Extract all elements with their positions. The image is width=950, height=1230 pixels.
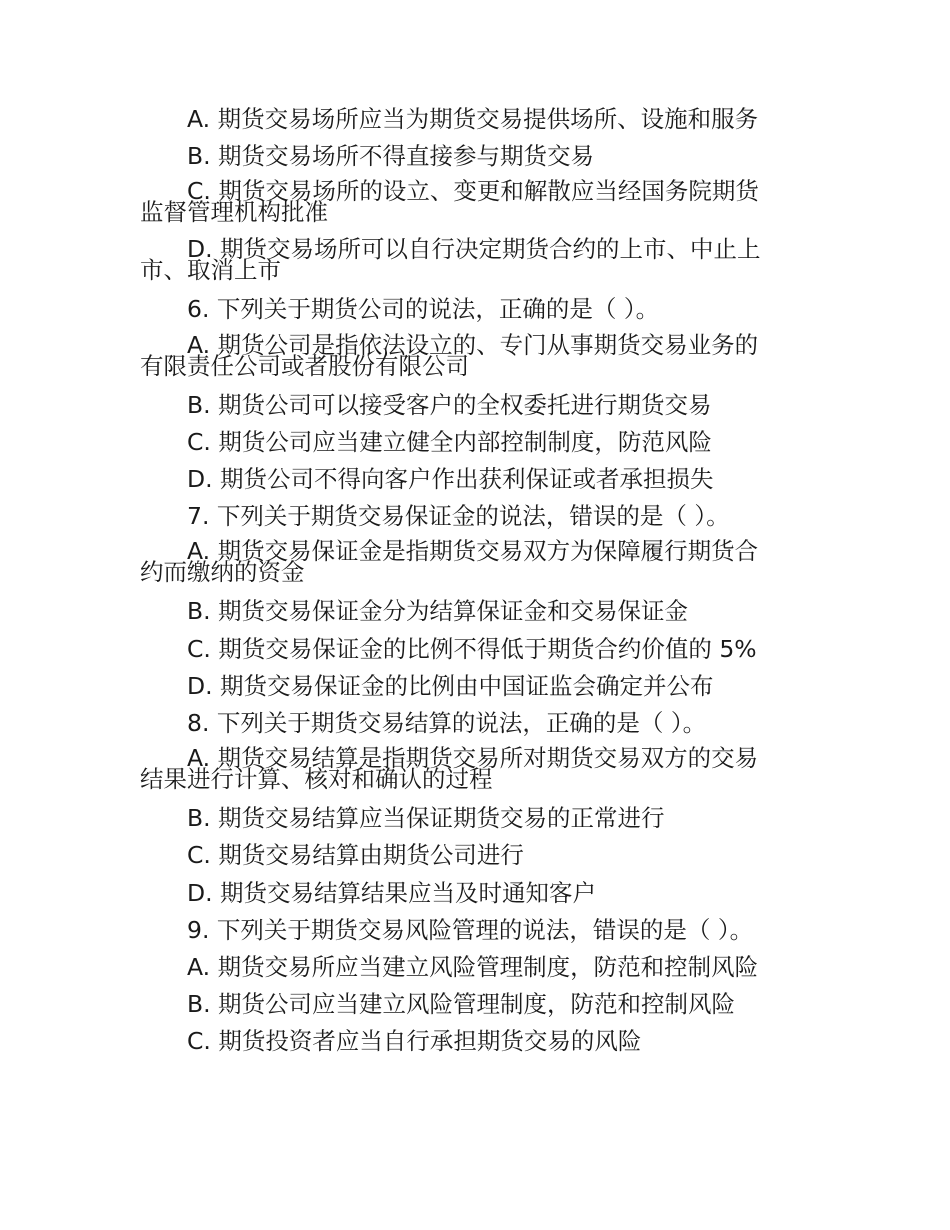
question-8: 8. 下列关于期货交易结算的说法，正确的是（ ）。	[187, 709, 707, 738]
option-d-line	[140, 233, 792, 291]
q6-option-d: D. 期货公司不得向客户作出获利保证或者承担损失	[187, 465, 714, 494]
question-9: 9. 下列关于期货交易风险管理的说法，错误的是（ ）。	[187, 915, 754, 944]
q9-option-a: A. 期货交易所应当建立风险管理制度，防范和控制风险	[187, 953, 759, 982]
q7-option-b: B. 期货交易保证金分为结算保证金和交易保证金	[187, 597, 689, 626]
option-c-continuation: 监督管理机构批准	[140, 198, 328, 227]
q7-option-a-text: A. 期货交易保证金是指期货交易双方为保障履行期货合	[187, 537, 759, 566]
option-b-line: B. 期货交易场所不得直接参与期货交易	[187, 142, 595, 171]
q9-option-b: B. 期货公司应当建立风险管理制度，防范和控制风险	[187, 990, 736, 1019]
option-c-text: C. 期货交易场所的设立、变更和解散应当经国务院期货	[187, 177, 759, 206]
option-c-line	[140, 175, 792, 233]
q9-option-c: C. 期货投资者应当自行承担期货交易的风险	[187, 1027, 642, 1056]
q8-option-a-continuation: 结果进行计算、核对和确认的过程	[140, 765, 493, 794]
q7-option-d: D. 期货交易保证金的比例由中国证监会确定并公布	[187, 671, 714, 700]
question-6: 6. 下列关于期货公司的说法，正确的是（ ）。	[187, 295, 660, 324]
question-text-block	[140, 101, 792, 1061]
q8-option-c: C. 期货交易结算由期货公司进行	[187, 841, 524, 870]
q7-option-c: C. 期货交易保证金的比例不得低于期货合约价值的 5%	[187, 634, 757, 663]
q7-option-a-line	[140, 535, 792, 593]
option-a-line: A. 期货交易场所应当为期货交易提供场所、设施和服务	[187, 105, 759, 133]
q6-option-a-continuation: 有限责任公司或者股份有限公司	[140, 351, 469, 380]
option-d-text: D. 期货交易场所可以自行决定期货合约的上市、中止上	[187, 235, 761, 264]
q8-option-d: D. 期货交易结算结果应当及时通知客户	[187, 878, 597, 907]
option-d-continuation: 市、取消上市	[140, 256, 281, 285]
q8-option-b: B. 期货交易结算应当保证期货交易的正常进行	[187, 804, 665, 833]
q6-option-a-text: A. 期货公司是指依法设立的、专门从事期货交易业务的	[187, 330, 759, 359]
q6-option-c: C. 期货公司应当建立健全内部控制制度，防范风险	[187, 427, 712, 456]
q6-option-a-line	[140, 329, 792, 387]
q8-option-a-text: A. 期货交易结算是指期货交易所对期货交易双方的交易	[187, 744, 759, 773]
question-7: 7. 下列关于期货交易保证金的说法，错误的是（ ）。	[187, 502, 730, 531]
q7-option-a-continuation: 约而缴纳的资金	[140, 558, 305, 587]
q8-option-a-line	[140, 742, 792, 800]
q6-option-b: B. 期货公司可以接受客户的全权委托进行期货交易	[187, 390, 712, 419]
